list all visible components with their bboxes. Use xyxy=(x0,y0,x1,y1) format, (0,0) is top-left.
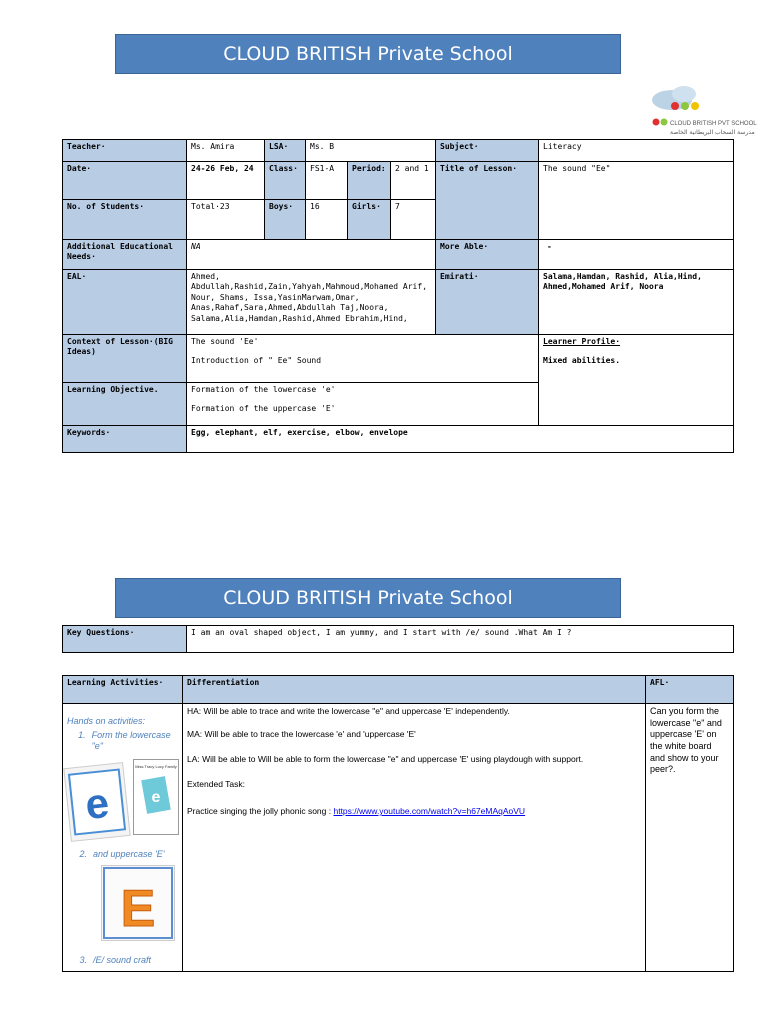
lowercase-e-worksheet-image xyxy=(63,762,130,842)
eal-label: EAL· xyxy=(63,270,187,335)
objective-line-1: Formation of the lowercase 'e' xyxy=(191,385,336,394)
activities-table xyxy=(62,675,734,972)
activities-cell xyxy=(63,704,183,972)
subject-label: Subject· xyxy=(436,140,539,162)
la-text: LA: Will be able to Will be able to form the lowercase "e" and uppercase 'E' using playdough with support. xyxy=(187,754,584,765)
more-able-value: - xyxy=(539,240,734,270)
activity-3-number: 3. xyxy=(79,954,87,965)
boys-label: Boys· xyxy=(265,200,306,240)
svg-text:e: e xyxy=(83,778,112,829)
context-value xyxy=(187,335,539,383)
lsa-value: Ms. B xyxy=(306,140,436,162)
class-label: Class· xyxy=(265,162,306,200)
girls-value: 7 xyxy=(391,200,436,240)
afl-cell: Can you form the lowercase "e" and uppercase 'E' on the white board and show to your peer?. xyxy=(646,704,734,972)
ma-text: MA: Will be able to trace the lowercase 'e' and 'uppercase 'E' xyxy=(187,729,416,740)
title-of-lesson-value: The sound "Ee" xyxy=(539,162,734,240)
boys-value: 16 xyxy=(306,200,348,240)
context-line-2: Introduction of " Ee" Sound xyxy=(191,356,322,366)
emirati-label: Emirati· xyxy=(436,270,539,335)
svg-text:e: e xyxy=(151,789,161,807)
learner-profile-value: Mixed abilities. xyxy=(543,356,621,366)
date-label: Date· xyxy=(63,162,187,200)
jolly-phonics-link[interactable]: https://www.youtube.com/watch?v=h67eMAqAoVU xyxy=(333,806,526,817)
period-value: 2 and 1 xyxy=(391,162,436,200)
activity-1 xyxy=(67,730,178,753)
aen-label: Additional Educational Needs· xyxy=(63,240,187,270)
subject-value: Literacy xyxy=(539,140,734,162)
students-label: No. of Students· xyxy=(63,200,187,240)
school-title-banner xyxy=(115,34,621,74)
activity-2 xyxy=(67,849,178,861)
ha-text: HA: Will be able to trace and write the lowercase "e" and uppercase 'E' independently. xyxy=(187,706,510,716)
title-of-lesson-label: Title of Lesson· xyxy=(436,162,539,240)
differentiation-cell xyxy=(183,704,646,972)
school-title: CLOUD BRITISH Private School xyxy=(223,43,513,65)
context-label: Context of Lesson·(BIG Ideas) xyxy=(63,335,187,383)
hands-on-heading: Hands on activities: xyxy=(67,716,146,726)
more-able-label: More Able· xyxy=(436,240,539,270)
school-title-banner-2 xyxy=(115,578,621,618)
objective-line-2: Formation of the uppercase 'E' xyxy=(191,404,336,414)
lesson-plan-table xyxy=(62,139,734,453)
svg-text:CLOUD BRITISH PVT SCHOOL: CLOUD BRITISH PVT SCHOOL xyxy=(670,121,757,127)
activity-2-text: and uppercase 'E' xyxy=(93,849,165,860)
svg-text:E: E xyxy=(120,879,156,938)
activity-2-number: 2. xyxy=(79,849,87,860)
class-value: FS1-A xyxy=(306,162,348,200)
students-value: Total·23 xyxy=(187,200,265,240)
activity-1-number: 1. xyxy=(78,729,86,740)
afl-header: AFL· xyxy=(646,676,734,704)
keywords-value: Egg, elephant, elf, exercise, elbow, envelope xyxy=(187,426,734,453)
eal-value: Ahmed, Abdullah,Rashid,Zain,Yahyah,Mahmoud,Mohamed Arif, Nour, Shams, Issa,YasinMarwam,Omar, Anas,Rahaf,Sara,Ahmed,Abdullah Taj,Noora, Salama,Alia,Hamdan,Rashid,Ahmed Ebrahim,Hind, xyxy=(187,270,436,335)
period-label: Period: xyxy=(348,162,391,200)
key-questions-table xyxy=(62,625,734,653)
learner-profile-label: Learner Profile· xyxy=(543,337,621,346)
key-questions-value: I am an oval shaped object, I am yummy, and I start with /e/ sound .What Am I ? xyxy=(187,626,734,653)
keywords-label: Keywords· xyxy=(63,426,187,453)
school-title-2: CLOUD BRITISH Private School xyxy=(223,587,513,609)
extended-task-label: Extended Task: xyxy=(187,779,245,790)
uppercase-e-playdough-image xyxy=(101,865,175,941)
girls-label: Girls· xyxy=(348,200,391,240)
objective-value xyxy=(187,383,539,426)
activity-3-text: /E/ sound craft xyxy=(93,954,152,965)
learner-profile-cell xyxy=(539,335,734,426)
book-cover-image xyxy=(133,759,179,835)
emirati-value: Salama,Hamdan, Rashid, Alia,Hind, Ahmed,Mohamed Arif, Noora xyxy=(539,270,734,335)
lowercase-e-images xyxy=(67,759,178,849)
activities-header: Learning Activities· xyxy=(63,676,183,704)
aen-value: NA xyxy=(187,240,436,270)
context-line-1: The sound 'Ee' xyxy=(191,337,259,346)
objective-label: Learning Objective. xyxy=(63,383,187,426)
teacher-value: Ms. Amira xyxy=(187,140,265,162)
date-value: 24-26 Feb, 24 xyxy=(187,162,265,200)
school-logo xyxy=(648,84,757,140)
practice-label: Practice singing the jolly phonic song : xyxy=(187,806,334,817)
svg-text:Miss Tracy Lucy Family: Miss Tracy Lucy Family xyxy=(135,764,177,770)
practice-text xyxy=(187,806,641,817)
key-questions-label: Key Questions· xyxy=(63,626,187,653)
svg-text:مدرسة السحاب البريطانية الخاصة: مدرسة السحاب البريطانية الخاصة xyxy=(670,129,755,136)
lsa-label: LSA· xyxy=(265,140,306,162)
activity-1-text: Form the lowercase "e" xyxy=(91,729,171,752)
differentiation-header: Differentiation xyxy=(183,676,646,704)
teacher-label: Teacher· xyxy=(63,140,187,162)
activity-3 xyxy=(67,955,178,967)
